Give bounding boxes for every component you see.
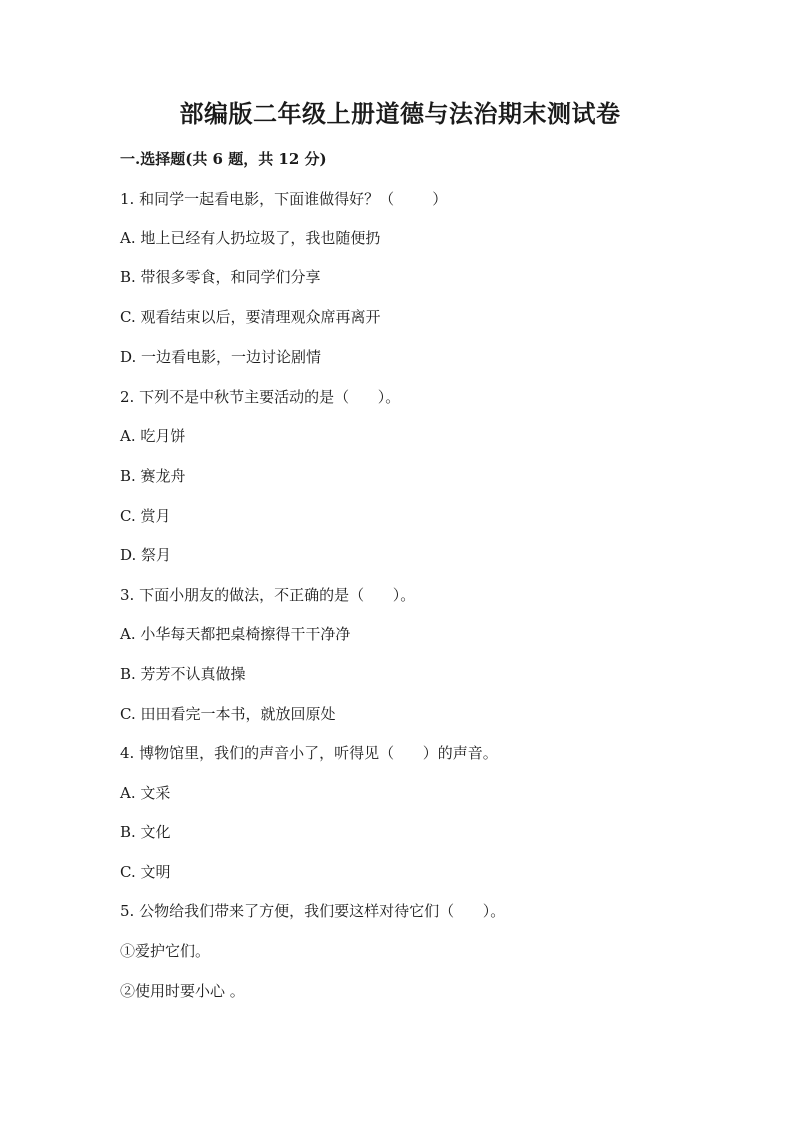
question-5: 5. 公物给我们带来了方便，我们要这样对待它们（ ）。 xyxy=(120,902,506,920)
option-2a: A. 吃月饼 xyxy=(120,427,186,445)
option-1b: B. 带很多零食，和同学们分享 xyxy=(120,268,321,286)
statement-5-2: ②使用时要小心 。 xyxy=(120,982,245,1000)
option-3b: B. 芳芳不认真做操 xyxy=(120,665,246,683)
statement-5-1: ①爱护它们。 xyxy=(120,942,211,960)
option-4a: A. 文采 xyxy=(120,784,171,802)
option-1a: A. 地上已经有人扔垃圾了，我也随便扔 xyxy=(120,229,381,247)
option-1d: D. 一边看电影，一边讨论剧情 xyxy=(120,348,322,366)
option-3a: A. 小华每天都把桌椅擦得干干净净 xyxy=(120,625,351,643)
section-heading: 一.选择题(共 6 题，共 12 分) xyxy=(120,150,327,168)
question-4: 4. 博物馆里，我们的声音小了，听得见（ ）的声音。 xyxy=(120,744,498,762)
page-title: 部编版二年级上册道德与法治期末测试卷 xyxy=(179,99,621,128)
option-4c: C. 文明 xyxy=(120,863,171,881)
option-1c: C. 观看结束以后，要清理观众席再离开 xyxy=(120,308,381,326)
question-3: 3. 下面小朋友的做法，不正确的是（ ）。 xyxy=(120,586,416,604)
option-3c: C. 田田看完一本书，就放回原处 xyxy=(120,705,336,723)
option-2d: D. 祭月 xyxy=(120,546,172,564)
option-4b: B. 文化 xyxy=(120,823,171,841)
option-2c: C. 赏月 xyxy=(120,507,171,525)
question-2: 2. 下列不是中秋节主要活动的是（ ）。 xyxy=(120,388,401,406)
question-1: 1. 和同学一起看电影，下面谁做得好？（ ） xyxy=(120,190,448,208)
option-2b: B. 赛龙舟 xyxy=(120,467,186,485)
